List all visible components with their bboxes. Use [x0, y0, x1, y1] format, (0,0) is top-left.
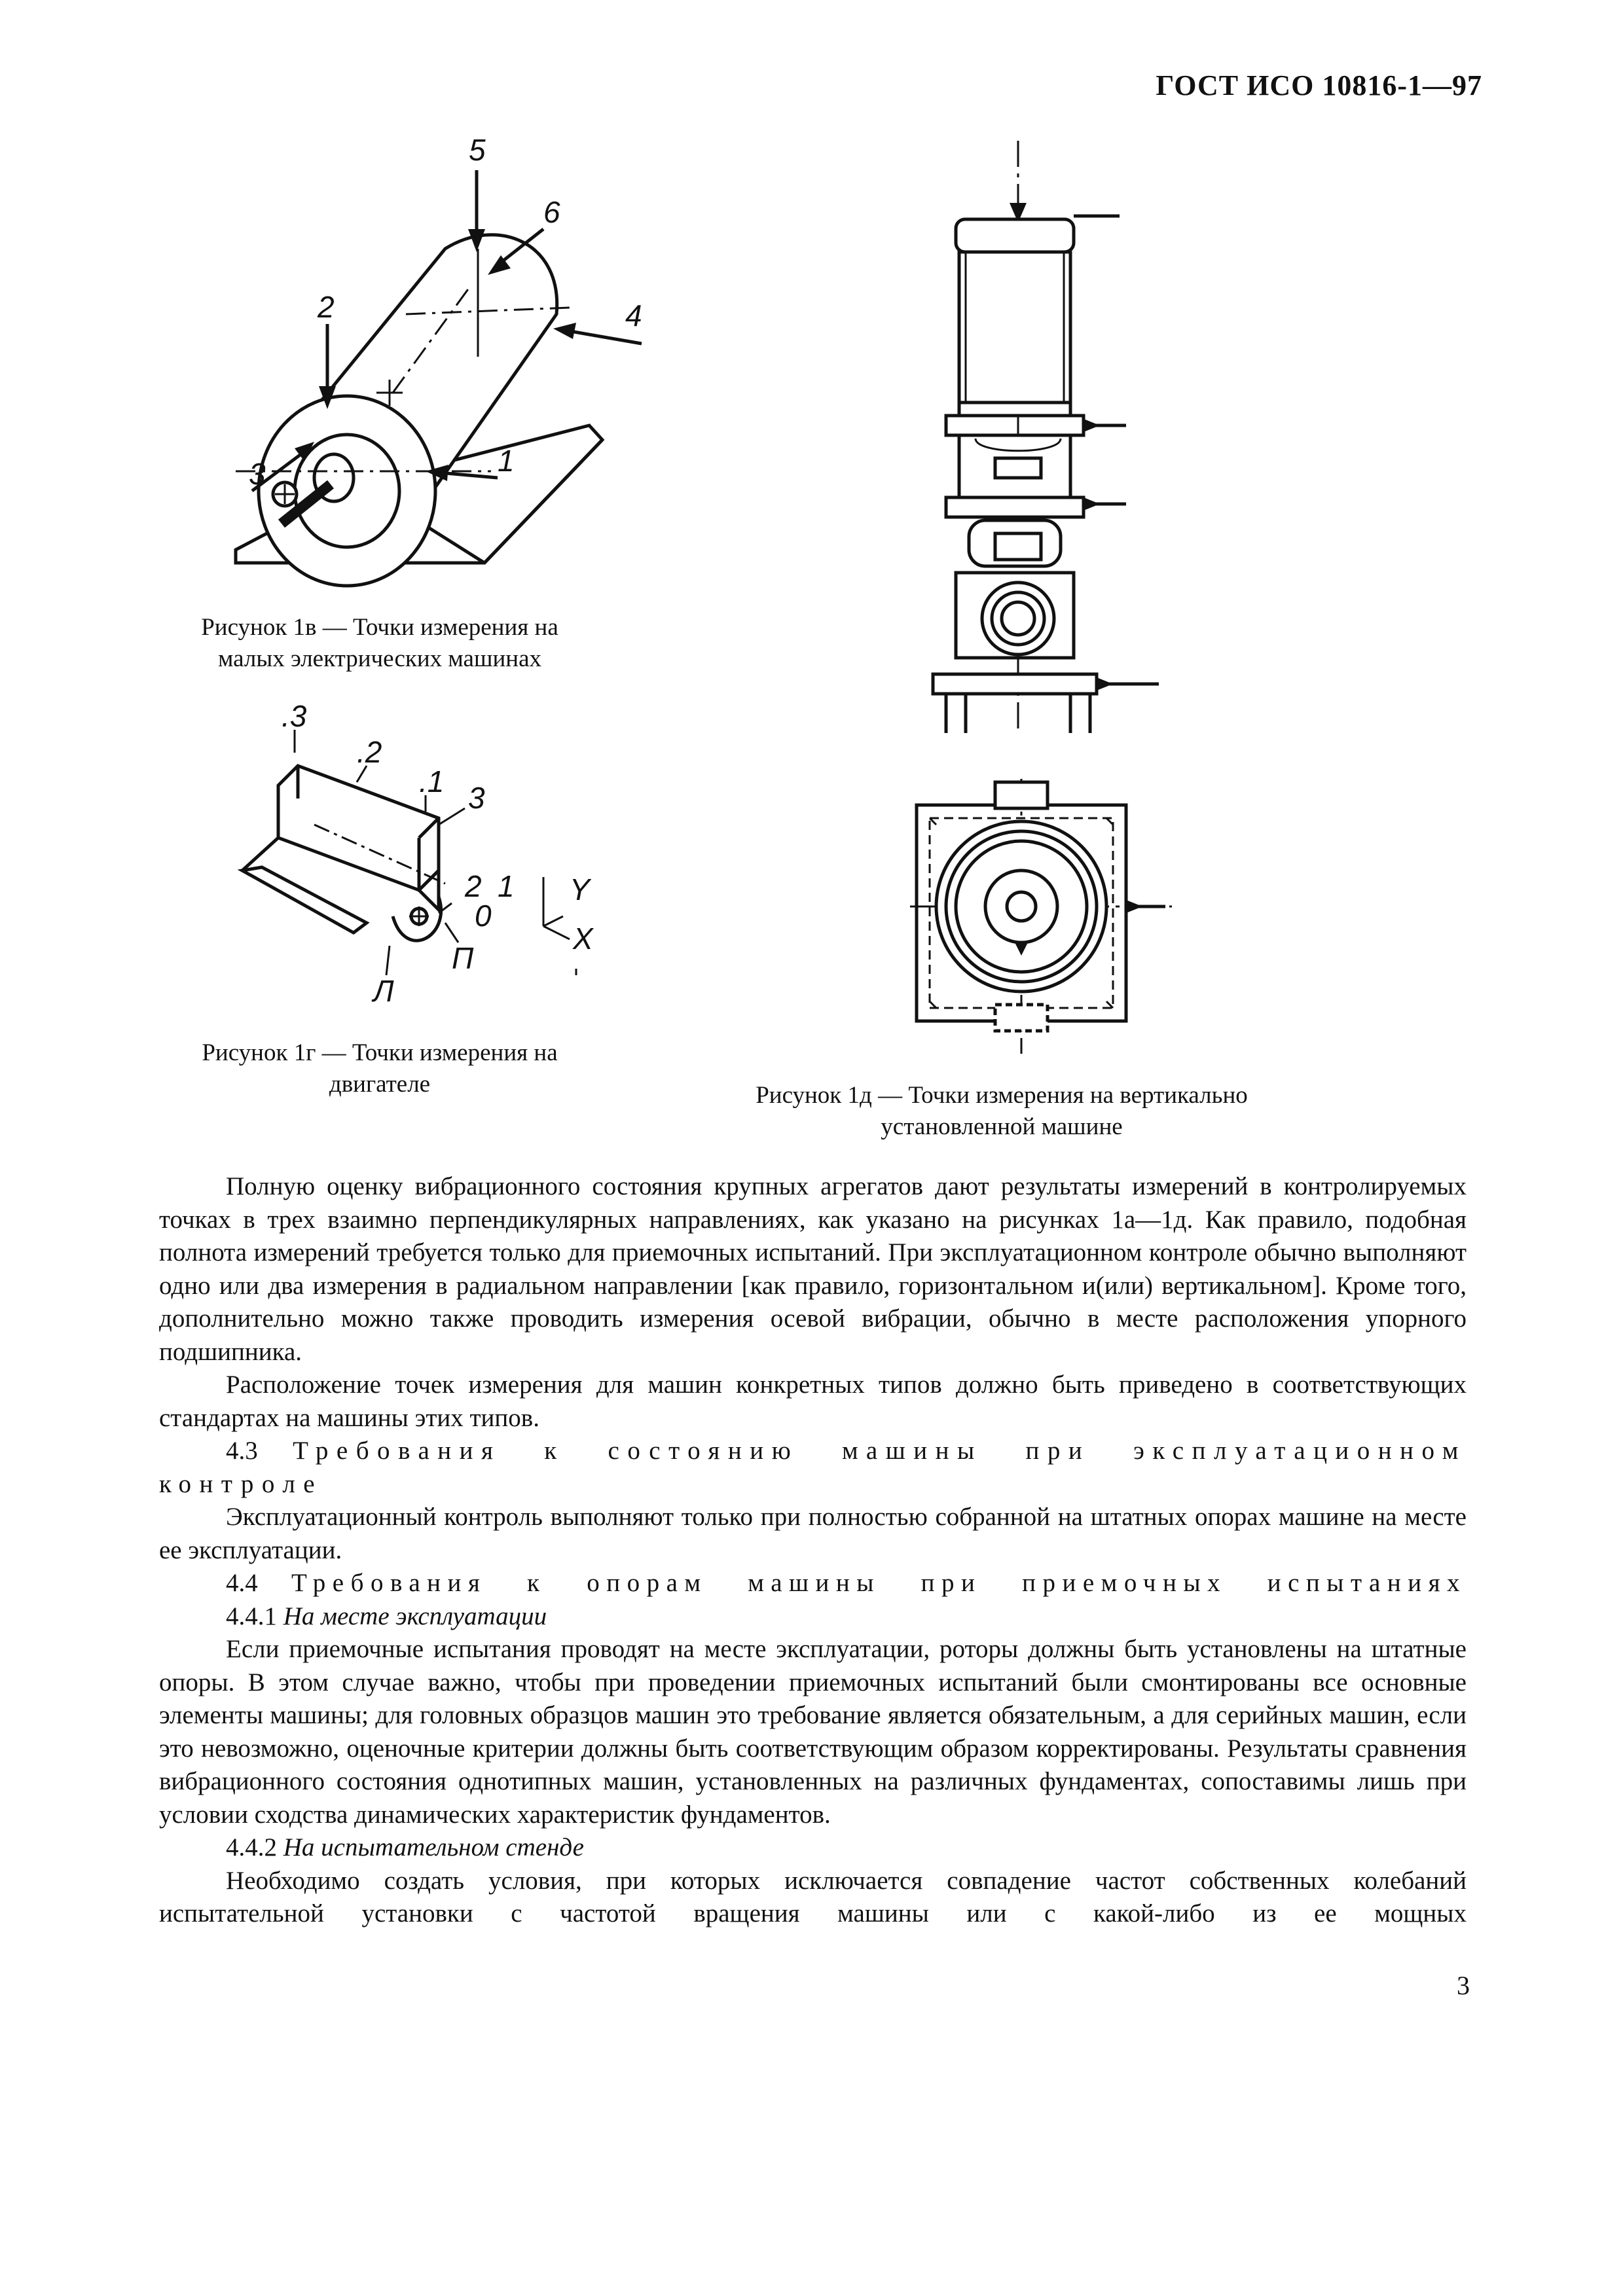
figure-1d-caption: [720, 1080, 1283, 1143]
fig-1v-label-3: 3: [249, 457, 266, 491]
figure-1v-drawing: [223, 131, 681, 589]
body-text: [159, 1170, 1467, 1931]
fig-1g-label-x: X: [573, 922, 593, 956]
paragraph-operational-control: Эксплуатационный контроль выполняют только при полностью собранной на штатных опорах машине на месте ее эксплуатации.: [159, 1503, 1467, 1564]
section-4-3-title-b: контроле: [159, 1469, 323, 1498]
section-4-3-title-a: Требования к состоянию машины при эксплуатационном: [293, 1437, 1467, 1465]
fig-1v-label-6: 6: [543, 195, 560, 229]
paragraph-measurement-points: Расположение точек измерения для машин конкретных типов должно быть приведено в соответствующих стандартах на машины этих типов.: [159, 1371, 1467, 1432]
figure-1v-caption-line1: Рисунок 1в — Точки измерения на: [201, 614, 558, 641]
section-4-4-title: Требования к опорам машины при приемочных испытаниях: [291, 1569, 1467, 1597]
fig-1g-label-dot2: .2: [357, 735, 382, 769]
section-4-4-1-heading: [159, 1600, 1467, 1634]
section-4-4-heading: [159, 1567, 1467, 1600]
section-4-4-2-heading: [159, 1831, 1467, 1865]
fig-1g-label-3: 3: [468, 781, 485, 815]
paragraph-on-site-testing: Если приемочные испытания проводят на месте эксплуатации, роторы должны быть установлены на штатные опоры. В этом случае важно, чтобы при проведении приемочных испытаний были смонтированы все основные элементы машины; для головных образцов машин это требование является обязательным, а для серийных машин, если это невозможно, оценочные критерии должны быть соответствующим образом корректированы. Результаты сравнения вибрационного состояния однотипных машин, установленных на различных фундаментах, сопоставимы лишь при условии сходства динамических характеристик фундаментов.: [159, 1635, 1467, 1829]
page-number: 3: [1457, 1971, 1470, 2000]
fig-1v-label-5: 5: [469, 133, 486, 167]
fig-1g-label-2: 2: [465, 869, 482, 903]
section-4-4-number: 4.4: [226, 1569, 258, 1597]
fig-1v-label-2: 2: [318, 290, 335, 324]
figure-1g-drawing: [242, 699, 609, 1008]
figure-1v-caption-line2: малых электрических машинах: [218, 645, 541, 672]
fig-1v-label-4: 4: [625, 298, 642, 332]
fig-1g-label-l: Л: [373, 974, 394, 1008]
paragraph-measurement-completeness: Полную оценку вибрационного состояния крупных агрегатов дают результаты измерений в контролируемых точках в трех взаимно перпендикулярных направлениях, как указано на рисунках 1а—1д. Как правило, подобная полнота измерений требуется только для приемочных испытаний. При эксплуатационном контроле обычно выполняют одно или два измерения в радиальном направлении [как правило, горизонтальном и(или) вертикальном]. Кроме того, дополнительно можно также проводить измерения осевой вибрации, обычно в месте расположения упорного подшипника.: [159, 1172, 1467, 1366]
figure-1g-caption: [157, 1037, 602, 1100]
section-4-4-1-title: На месте эксплуатации: [283, 1602, 547, 1630]
fig-1g-label-p: П: [452, 941, 474, 975]
section-4-4-2-title: На испытательном стенде: [283, 1833, 584, 1861]
section-4-4-2-number: 4.4.2: [226, 1833, 277, 1861]
figure-1d-caption-line1: Рисунок 1д — Точки измерения на вертикально: [756, 1082, 1248, 1109]
figure-1v-caption: [157, 612, 602, 675]
figure-1g-caption-line1: Рисунок 1г — Точки измерения на: [202, 1039, 558, 1066]
fig-1g-label-y: Y: [570, 872, 590, 906]
figure-1g-caption-line2: двигателе: [329, 1071, 431, 1098]
fig-1v-label-1: 1: [498, 444, 515, 478]
section-4-3-number: 4.3: [226, 1437, 258, 1465]
document-header: ГОСТ ИСО 10816-1—97: [1156, 69, 1482, 101]
fig-1g-label-0: 0: [475, 899, 492, 933]
figure-1d-caption-line2: установленной машине: [881, 1113, 1123, 1140]
fig-1g-label-1: 1: [498, 869, 515, 903]
section-4-3-heading: [159, 1435, 1467, 1468]
figure-1d-plan-view: [910, 779, 1172, 1054]
fig-1g-label-dot1: .1: [419, 764, 445, 798]
section-4-4-1-number: 4.4.1: [226, 1602, 277, 1630]
paragraph-test-bench: Необходимо создать условия, при которых исключается совпадение частот собственных колебаний испытательной установки с частотой вращения машины или с какой-либо из ее мощных: [159, 1866, 1467, 1928]
section-4-3-heading-cont: [159, 1468, 1467, 1501]
figure-1d-side-view: [897, 141, 1185, 733]
fig-1g-label-dot3: .3: [282, 699, 307, 733]
